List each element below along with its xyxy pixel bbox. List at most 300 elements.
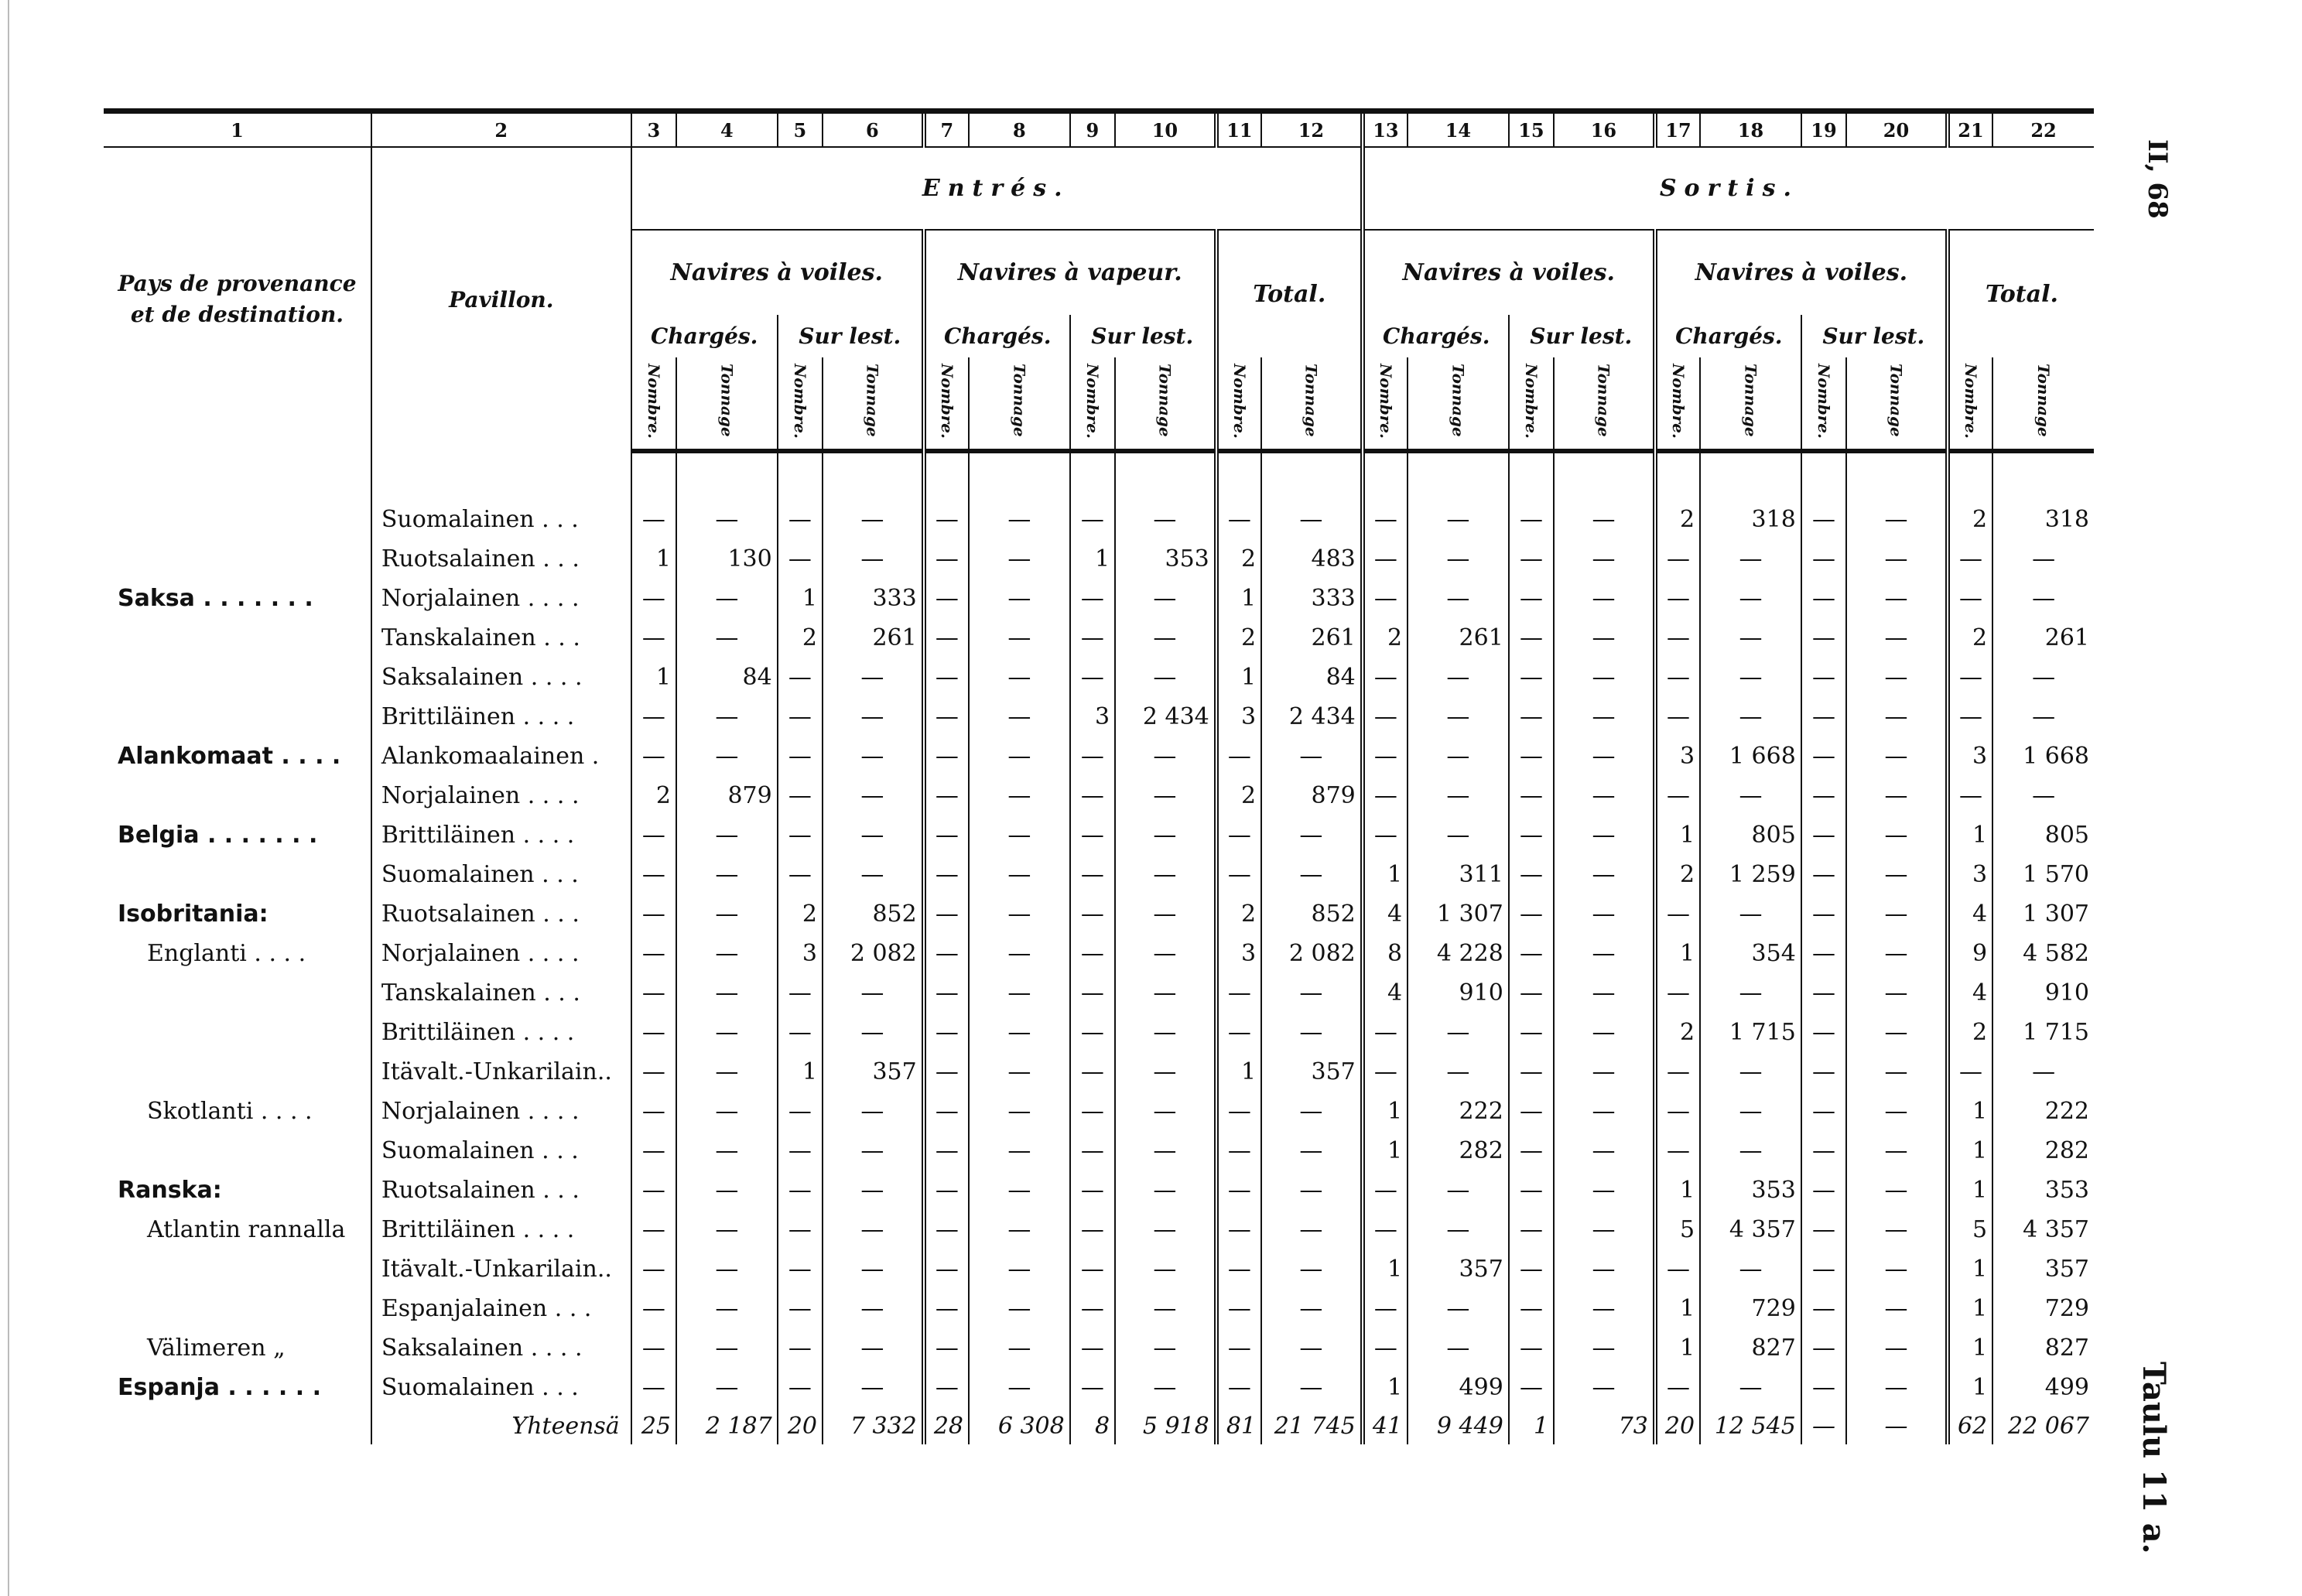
count-cell: —: [1655, 539, 1700, 579]
tonnage-cell: —: [1554, 1289, 1655, 1328]
header-nombre: Nombre.: [1216, 357, 1261, 451]
column-number: 2: [371, 111, 631, 148]
count-cell: —: [778, 500, 823, 539]
tonnage-cell: —: [1554, 1210, 1655, 1249]
flag-cell: Norjalainen . . . .: [371, 1092, 631, 1131]
tonnage-cell: —: [969, 579, 1070, 618]
count-cell: —: [1070, 1210, 1115, 1249]
count-cell: —: [1509, 973, 1554, 1013]
count-cell: —: [1070, 934, 1115, 973]
count-cell: —: [778, 776, 823, 815]
tonnage-cell: —: [969, 1092, 1070, 1131]
count-cell: 28: [924, 1407, 969, 1444]
flag-cell: Espanjalainen . . .: [371, 1289, 631, 1328]
country-cell: [104, 539, 371, 579]
count-cell: —: [1655, 1092, 1700, 1131]
count-cell: —: [924, 1052, 969, 1092]
count-cell: —: [1070, 1013, 1115, 1052]
tonnage-cell: —: [1115, 500, 1216, 539]
tonnage-cell: —: [1261, 1368, 1363, 1407]
tonnage-cell: —: [1261, 1131, 1363, 1171]
tonnage-cell: —: [969, 1328, 1070, 1368]
spacer-cell: [104, 451, 371, 500]
tonnage-cell: —: [1261, 1013, 1363, 1052]
tonnage-cell: —: [823, 776, 924, 815]
header-nombre: Nombre.: [631, 357, 676, 451]
country-cell: Espanja . . . . . .: [118, 1374, 321, 1401]
count-cell: —: [1216, 1328, 1261, 1368]
tonnage-cell: —: [676, 736, 778, 776]
tonnage-cell: 4 357: [1992, 1210, 2094, 1249]
count-cell: 2: [1216, 618, 1261, 658]
count-cell: —: [778, 1249, 823, 1289]
tonnage-cell: —: [969, 894, 1070, 934]
header-nombre: Nombre.: [1801, 357, 1846, 451]
count-cell: —: [631, 500, 676, 539]
count-cell: 5: [1655, 1210, 1700, 1249]
tonnage-cell: —: [823, 1328, 924, 1368]
tonnage-cell: —: [1846, 1052, 1948, 1092]
count-cell: —: [1801, 934, 1846, 973]
header-flag: Pavillon.: [371, 147, 631, 451]
count-cell: —: [1070, 1328, 1115, 1368]
tonnage-cell: —: [676, 500, 778, 539]
count-cell: —: [631, 1368, 676, 1407]
header-sur-lest: Sur lest.: [1801, 315, 1948, 357]
tonnage-cell: —: [1115, 736, 1216, 776]
count-cell: —: [1070, 1052, 1115, 1092]
count-cell: —: [924, 697, 969, 736]
tonnage-cell: 261: [1408, 618, 1509, 658]
count-cell: 4: [1948, 973, 1992, 1013]
tonnage-cell: 353: [1700, 1171, 1801, 1210]
tonnage-cell: —: [1115, 1131, 1216, 1171]
spacer-cell: [1700, 451, 1801, 500]
column-number: 17: [1655, 111, 1700, 148]
count-cell: —: [631, 855, 676, 894]
header-country: Pays de provenance et de destination.: [118, 271, 357, 327]
header-sortis-total: Total.: [1948, 230, 2094, 357]
column-number: 21: [1948, 111, 1992, 148]
table-row: [104, 1210, 2094, 1249]
tonnage-cell: —: [676, 697, 778, 736]
count-cell: —: [1655, 894, 1700, 934]
spacer-cell: [1948, 451, 1992, 500]
flag-cell: Brittiläinen . . . .: [371, 697, 631, 736]
count-cell: —: [924, 1289, 969, 1328]
count-cell: —: [1948, 697, 1992, 736]
tonnage-cell: 499: [1408, 1368, 1509, 1407]
tonnage-cell: —: [823, 1013, 924, 1052]
count-cell: —: [1363, 1328, 1408, 1368]
header-nombre: Nombre.: [1655, 357, 1700, 451]
count-cell: —: [778, 1368, 823, 1407]
country-cell: [104, 658, 371, 697]
table-row: [104, 894, 2094, 934]
count-cell: —: [1363, 500, 1408, 539]
count-cell: 1: [1216, 658, 1261, 697]
count-cell: —: [1801, 1407, 1846, 1444]
tonnage-cell: —: [823, 1092, 924, 1131]
count-cell: 2: [1216, 776, 1261, 815]
tonnage-cell: —: [1992, 1052, 2094, 1092]
tonnage-cell: 357: [1408, 1249, 1509, 1289]
tonnage-cell: —: [676, 973, 778, 1013]
tonnage-cell: —: [676, 1092, 778, 1131]
column-number: 13: [1363, 111, 1408, 148]
count-cell: —: [1948, 579, 1992, 618]
country-cell: [104, 697, 371, 736]
count-cell: —: [1801, 973, 1846, 1013]
count-cell: —: [1070, 815, 1115, 855]
tonnage-cell: 282: [1992, 1131, 2094, 1171]
count-cell: —: [1801, 776, 1846, 815]
count-cell: —: [1655, 1131, 1700, 1171]
header-charges: Chargés.: [1363, 315, 1509, 357]
tonnage-cell: 84: [1261, 658, 1363, 697]
tonnage-cell: 729: [1992, 1289, 2094, 1328]
count-cell: —: [1509, 1131, 1554, 1171]
column-number-row: [104, 111, 2094, 148]
count-cell: 1: [1509, 1407, 1554, 1444]
country-cell: Alankomaat . . . .: [118, 743, 341, 770]
column-number: 4: [676, 111, 778, 148]
spacer-cell: [1846, 451, 1948, 500]
tonnage-cell: 2 434: [1115, 697, 1216, 736]
column-number: 22: [1992, 111, 2094, 148]
header-nombre: Nombre.: [1363, 357, 1408, 451]
tonnage-cell: —: [1261, 500, 1363, 539]
tonnage-cell: —: [969, 618, 1070, 658]
count-cell: —: [1070, 579, 1115, 618]
tonnage-cell: 499: [1992, 1368, 2094, 1407]
tonnage-cell: 333: [1261, 579, 1363, 618]
column-number: 14: [1408, 111, 1509, 148]
flag-cell: Tanskalainen . . .: [371, 618, 631, 658]
tonnage-cell: —: [1846, 1368, 1948, 1407]
tonnage-cell: —: [823, 736, 924, 776]
count-cell: 2: [1948, 618, 1992, 658]
count-cell: —: [778, 855, 823, 894]
tonnage-cell: —: [1700, 776, 1801, 815]
header-entres-total: Total.: [1216, 230, 1363, 357]
flag-cell: Suomalainen . . .: [371, 1131, 631, 1171]
count-cell: —: [1801, 736, 1846, 776]
count-cell: —: [1070, 1368, 1115, 1407]
count-cell: 1: [1363, 855, 1408, 894]
count-cell: —: [1216, 1171, 1261, 1210]
header-tonnage: Tonnage: [1408, 357, 1509, 451]
tonnage-cell: —: [1554, 697, 1655, 736]
count-cell: —: [924, 973, 969, 1013]
count-cell: —: [1655, 973, 1700, 1013]
header-sortis: Sortis.: [1363, 147, 2094, 230]
tonnage-cell: —: [1408, 815, 1509, 855]
tonnage-cell: —: [1554, 1328, 1655, 1368]
flag-cell: Saksalainen . . . .: [371, 658, 631, 697]
tonnage-cell: —: [1846, 894, 1948, 934]
tonnage-cell: —: [1554, 1249, 1655, 1289]
country-cell: Isobritania:: [118, 901, 269, 928]
tonnage-cell: —: [1554, 539, 1655, 579]
count-cell: —: [631, 1249, 676, 1289]
count-cell: 4: [1363, 894, 1408, 934]
count-cell: —: [1801, 894, 1846, 934]
spacer-cell: [1070, 451, 1115, 500]
count-cell: —: [1509, 815, 1554, 855]
count-cell: —: [1070, 500, 1115, 539]
tonnage-cell: 22 067: [1992, 1407, 2094, 1444]
tonnage-cell: 4 357: [1700, 1210, 1801, 1249]
header-charges: Chargés.: [924, 315, 1070, 357]
header-tonnage: Tonnage: [969, 357, 1070, 451]
count-cell: —: [1655, 776, 1700, 815]
count-cell: 3: [1948, 855, 1992, 894]
column-number: 6: [823, 111, 924, 148]
tonnage-cell: —: [1846, 658, 1948, 697]
tonnage-cell: —: [1700, 658, 1801, 697]
count-cell: —: [1216, 973, 1261, 1013]
header-entres-sail: Navires à voiles.: [631, 230, 924, 315]
tonnage-cell: —: [969, 1210, 1070, 1249]
count-cell: —: [924, 776, 969, 815]
tonnage-cell: —: [1992, 697, 2094, 736]
tonnage-cell: —: [1700, 1249, 1801, 1289]
count-cell: —: [1363, 697, 1408, 736]
tonnage-cell: —: [823, 697, 924, 736]
tonnage-cell: —: [969, 1052, 1070, 1092]
spacer-cell: [1408, 451, 1509, 500]
tonnage-cell: —: [1408, 1210, 1509, 1249]
tonnage-cell: —: [676, 815, 778, 855]
tonnage-cell: —: [676, 1052, 778, 1092]
tonnage-cell: —: [823, 973, 924, 1013]
tonnage-cell: 1 259: [1700, 855, 1801, 894]
tonnage-cell: 73: [1554, 1407, 1655, 1444]
count-cell: 20: [778, 1407, 823, 1444]
count-cell: —: [1801, 1013, 1846, 1052]
tonnage-cell: —: [969, 539, 1070, 579]
page-reference: II, 68: [2142, 139, 2173, 219]
count-cell: 1: [1216, 579, 1261, 618]
count-cell: —: [631, 894, 676, 934]
count-cell: —: [631, 697, 676, 736]
count-cell: 2: [1948, 500, 1992, 539]
tonnage-cell: —: [1554, 1052, 1655, 1092]
tonnage-cell: 805: [1992, 815, 2094, 855]
count-cell: —: [1070, 736, 1115, 776]
count-cell: 1: [1948, 1249, 1992, 1289]
table-row: [104, 1368, 2094, 1407]
tonnage-cell: —: [1115, 1249, 1216, 1289]
count-cell: —: [1363, 1013, 1408, 1052]
count-cell: 1: [778, 579, 823, 618]
table-row: [104, 1052, 2094, 1092]
count-cell: —: [1070, 1289, 1115, 1328]
tonnage-cell: 261: [1992, 618, 2094, 658]
count-cell: 1: [1655, 1328, 1700, 1368]
count-cell: —: [1363, 539, 1408, 579]
count-cell: —: [924, 618, 969, 658]
header-entres: Entrés.: [631, 147, 1363, 230]
header-sur-lest: Sur lest.: [1509, 315, 1655, 357]
header-entres-steam: Navires à vapeur.: [924, 230, 1216, 315]
count-cell: —: [1655, 697, 1700, 736]
tonnage-cell: 2 434: [1261, 697, 1363, 736]
count-cell: —: [1509, 1013, 1554, 1052]
count-cell: —: [631, 815, 676, 855]
tonnage-cell: —: [969, 1289, 1070, 1328]
tonnage-cell: —: [1261, 1249, 1363, 1289]
tonnage-cell: —: [823, 539, 924, 579]
header-tonnage: Tonnage: [1992, 357, 2094, 451]
count-cell: —: [1363, 815, 1408, 855]
count-cell: 1: [778, 1052, 823, 1092]
header-nombre: Nombre.: [1509, 357, 1554, 451]
count-cell: —: [1216, 1092, 1261, 1131]
spacer-cell: [1509, 451, 1554, 500]
table-row: [104, 736, 2094, 776]
tonnage-cell: 12 545: [1700, 1407, 1801, 1444]
tonnage-cell: —: [1846, 776, 1948, 815]
column-number: 9: [1070, 111, 1115, 148]
tonnage-cell: 311: [1408, 855, 1509, 894]
tonnage-cell: 729: [1700, 1289, 1801, 1328]
column-number: 20: [1846, 111, 1948, 148]
count-cell: —: [1655, 1249, 1700, 1289]
count-cell: —: [1363, 736, 1408, 776]
count-cell: —: [1948, 658, 1992, 697]
spacer-cell: [778, 451, 823, 500]
tonnage-cell: —: [676, 1249, 778, 1289]
count-cell: 81: [1216, 1407, 1261, 1444]
column-number: 7: [924, 111, 969, 148]
count-cell: 5: [1948, 1210, 1992, 1249]
count-cell: 1: [1948, 815, 1992, 855]
count-cell: 1: [1948, 1368, 1992, 1407]
tonnage-cell: —: [1408, 539, 1509, 579]
count-cell: —: [778, 1013, 823, 1052]
tonnage-cell: —: [1115, 894, 1216, 934]
tonnage-cell: —: [1700, 973, 1801, 1013]
flag-cell: Brittiläinen . . . .: [371, 1013, 631, 1052]
count-cell: —: [924, 815, 969, 855]
tonnage-cell: 318: [1700, 500, 1801, 539]
tonnage-cell: 261: [823, 618, 924, 658]
count-cell: —: [924, 934, 969, 973]
table-row: [104, 1013, 2094, 1052]
tonnage-cell: —: [1115, 855, 1216, 894]
country-cell: [104, 500, 371, 539]
count-cell: —: [631, 934, 676, 973]
count-cell: —: [1509, 934, 1554, 973]
count-cell: —: [1509, 894, 1554, 934]
count-cell: —: [1509, 776, 1554, 815]
spacer-cell: [371, 451, 631, 500]
header-tonnage: Tonnage: [1846, 357, 1948, 451]
tonnage-cell: 1 307: [1992, 894, 2094, 934]
header-tonnage: Tonnage: [1700, 357, 1801, 451]
tonnage-cell: —: [1554, 1171, 1655, 1210]
count-cell: —: [631, 1052, 676, 1092]
tonnage-cell: 318: [1992, 500, 2094, 539]
tonnage-cell: —: [1261, 1289, 1363, 1328]
table-row: [104, 539, 2094, 579]
count-cell: —: [631, 1289, 676, 1328]
tonnage-cell: —: [969, 697, 1070, 736]
tonnage-cell: —: [676, 579, 778, 618]
count-cell: 2: [631, 776, 676, 815]
tonnage-cell: —: [823, 658, 924, 697]
count-cell: 1: [1363, 1249, 1408, 1289]
count-cell: —: [631, 579, 676, 618]
column-number: 10: [1115, 111, 1216, 148]
count-cell: —: [1216, 1210, 1261, 1249]
count-cell: —: [1070, 658, 1115, 697]
count-cell: 1: [1363, 1092, 1408, 1131]
header-tonnage: Tonnage: [823, 357, 924, 451]
tonnage-cell: —: [1554, 973, 1655, 1013]
tonnage-cell: —: [1554, 1131, 1655, 1171]
tonnage-cell: 910: [1408, 973, 1509, 1013]
tonnage-cell: —: [823, 1131, 924, 1171]
table-row: [104, 973, 2094, 1013]
count-cell: —: [924, 1249, 969, 1289]
count-cell: 1: [1948, 1289, 1992, 1328]
total-row: [104, 1407, 2094, 1444]
tonnage-cell: 1 715: [1700, 1013, 1801, 1052]
count-cell: —: [924, 579, 969, 618]
tonnage-cell: —: [823, 855, 924, 894]
count-cell: —: [924, 894, 969, 934]
spacer-cell: [1801, 451, 1846, 500]
tonnage-cell: —: [1846, 1131, 1948, 1171]
count-cell: 1: [1948, 1131, 1992, 1171]
count-cell: —: [1363, 1289, 1408, 1328]
count-cell: 1: [1655, 815, 1700, 855]
country-cell: Välimeren „: [147, 1335, 286, 1362]
count-cell: —: [778, 973, 823, 1013]
table-row: [104, 1171, 2094, 1210]
count-cell: —: [1216, 815, 1261, 855]
table-row: [104, 934, 2094, 973]
tonnage-cell: 84: [676, 658, 778, 697]
tonnage-cell: 353: [1992, 1171, 2094, 1210]
tonnage-cell: —: [1261, 1328, 1363, 1368]
count-cell: 1: [1363, 1131, 1408, 1171]
table-row: [104, 815, 2094, 855]
tonnage-cell: —: [1115, 815, 1216, 855]
tonnage-cell: —: [969, 855, 1070, 894]
tonnage-cell: 333: [823, 579, 924, 618]
count-cell: 3: [1070, 697, 1115, 736]
count-cell: —: [1655, 658, 1700, 697]
count-cell: —: [1070, 618, 1115, 658]
tonnage-cell: —: [676, 934, 778, 973]
tonnage-cell: —: [1115, 658, 1216, 697]
tonnage-cell: 1 715: [1992, 1013, 2094, 1052]
tonnage-cell: —: [823, 500, 924, 539]
count-cell: 1: [1655, 1289, 1700, 1328]
tonnage-cell: —: [1554, 855, 1655, 894]
count-cell: —: [778, 1092, 823, 1131]
country-cell: [104, 1249, 371, 1289]
tonnage-cell: —: [969, 934, 1070, 973]
tonnage-cell: —: [1408, 1013, 1509, 1052]
count-cell: —: [631, 973, 676, 1013]
tonnage-cell: —: [969, 815, 1070, 855]
flag-cell: Tanskalainen . . .: [371, 973, 631, 1013]
